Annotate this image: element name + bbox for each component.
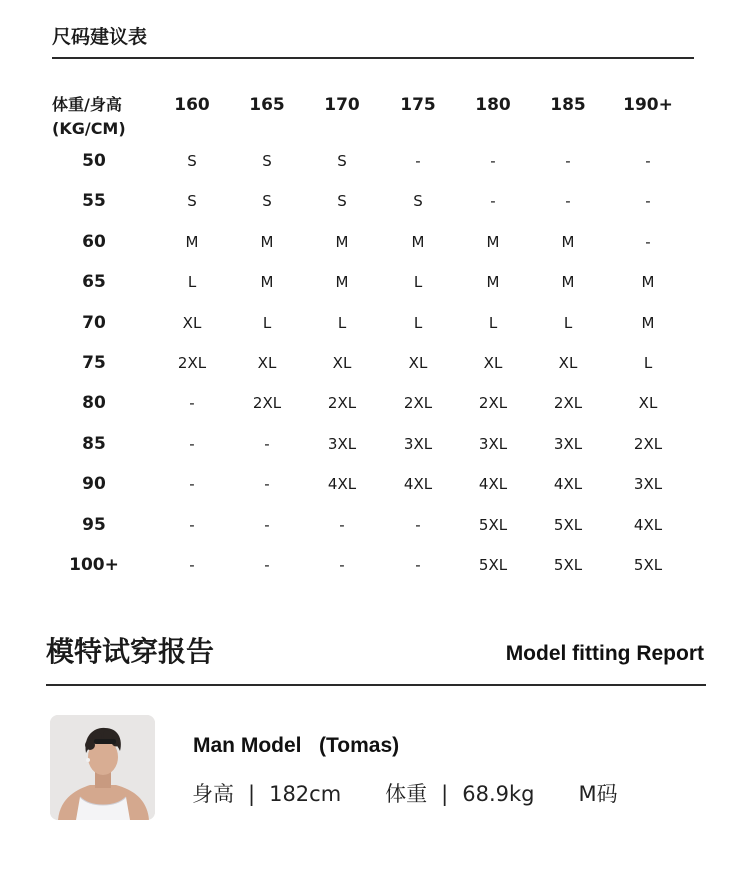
size-cell: - — [264, 434, 270, 453]
size-cell: - — [339, 556, 345, 574]
size-cell: 4XL — [633, 515, 663, 534]
size-cell: - — [189, 394, 195, 413]
weight-label: 50 — [82, 151, 106, 171]
size-cell: XL — [483, 354, 503, 372]
weight-label: 75 — [82, 353, 106, 373]
height-header: 185 — [550, 95, 586, 115]
size-cell: S — [337, 192, 347, 211]
model-name: Man Model (Tomas) — [193, 734, 400, 757]
weight-label: 80 — [82, 393, 106, 414]
size-cell: M — [260, 232, 274, 251]
table-corner-label — [52, 93, 126, 141]
height-label: 身高 — [192, 782, 234, 806]
corner-line-1: 体重/身高 — [52, 95, 122, 114]
size-label: M码 — [578, 782, 618, 806]
size-cell: M — [486, 232, 500, 251]
size-cell: - — [339, 515, 345, 534]
size-cell: 3XL — [478, 434, 508, 453]
size-cell: L — [563, 313, 573, 332]
size-cell: - — [415, 515, 421, 534]
size-cell: 2XL — [403, 394, 433, 413]
size-cell: 5XL — [553, 515, 583, 534]
size-cell: 5XL — [633, 556, 663, 574]
size-cell: - — [264, 515, 270, 534]
size-cell: M — [411, 232, 425, 251]
size-cell: L — [187, 273, 197, 292]
size-cell: 2XL — [252, 394, 282, 413]
size-cell: 4XL — [478, 475, 508, 494]
size-cell: M — [260, 273, 274, 292]
size-cell: - — [415, 152, 421, 170]
size-cell: 5XL — [478, 556, 508, 574]
weight-label: 100+ — [69, 555, 119, 575]
size-cell: - — [415, 556, 421, 574]
height-header: 165 — [249, 95, 285, 115]
size-cell: - — [264, 475, 270, 494]
size-cell: - — [565, 192, 571, 211]
size-cell: L — [488, 313, 498, 332]
size-cell: 4XL — [553, 475, 583, 494]
height-header: 170 — [324, 95, 360, 115]
size-cell: L — [337, 313, 347, 332]
weight-label: 55 — [82, 191, 106, 212]
section-title: 尺码建议表 — [52, 26, 148, 48]
height-header: 160 — [174, 95, 210, 115]
size-cell: - — [565, 152, 571, 170]
size-cell: XL — [257, 354, 277, 372]
size-cell: - — [645, 192, 651, 211]
size-cell: 3XL — [327, 434, 357, 453]
size-cell: - — [645, 152, 651, 170]
size-cell: - — [490, 152, 496, 170]
size-cell: S — [262, 192, 272, 211]
size-cell: M — [641, 273, 655, 292]
size-cell: M — [641, 313, 655, 332]
size-cell: 4XL — [327, 475, 357, 494]
size-cell: S — [187, 192, 197, 211]
weight-label: 70 — [82, 312, 106, 333]
model-stats — [192, 778, 618, 808]
size-cell: 3XL — [633, 475, 663, 494]
height-separator: | — [248, 782, 256, 806]
size-cell: M — [486, 273, 500, 292]
height-header: 190+ — [623, 95, 673, 115]
size-cell: XL — [182, 313, 202, 332]
weight-label: 65 — [82, 272, 106, 293]
size-cell: 5XL — [478, 515, 508, 534]
weight-separator: | — [441, 782, 449, 806]
size-cell: 2XL — [633, 434, 663, 453]
corner-line-2: (KG/CM) — [52, 119, 126, 138]
weight-value: 68.9kg — [462, 782, 535, 806]
height-value: 182cm — [269, 782, 342, 806]
report-divider — [46, 684, 706, 686]
report-title-english: Model fitting Report — [505, 642, 704, 665]
size-cell: - — [189, 556, 195, 574]
size-cell: M — [335, 232, 349, 251]
model-avatar — [50, 715, 155, 820]
size-cell: M — [185, 232, 199, 251]
size-cell: - — [264, 556, 270, 574]
size-cell: - — [189, 515, 195, 534]
size-cell: 3XL — [403, 434, 433, 453]
size-cell: XL — [558, 354, 578, 372]
size-cell: 2XL — [553, 394, 583, 413]
weight-label: 90 — [82, 474, 106, 495]
size-cell: 5XL — [553, 556, 583, 574]
size-cell: - — [189, 434, 195, 453]
size-cell: S — [262, 152, 272, 170]
model-photo-illustration — [50, 715, 155, 820]
size-cell: XL — [408, 354, 428, 372]
size-cell: M — [335, 273, 349, 292]
size-cell: 3XL — [553, 434, 583, 453]
size-cell: - — [490, 192, 496, 211]
size-cell: 2XL — [478, 394, 508, 413]
weight-label: 60 — [82, 231, 106, 252]
size-cell: S — [413, 192, 423, 211]
size-cell: L — [643, 354, 653, 372]
size-cell: XL — [332, 354, 352, 372]
size-cell: S — [187, 152, 197, 170]
size-cell: 2XL — [177, 354, 207, 372]
size-cell: - — [645, 232, 651, 251]
weight-label: 体重 — [385, 782, 428, 806]
size-cell: - — [189, 475, 195, 494]
size-cell: L — [413, 273, 423, 292]
size-cell: L — [262, 313, 272, 332]
report-title: 模特试穿报告 — [46, 635, 215, 668]
size-cell: M — [561, 273, 575, 292]
size-cell: 4XL — [403, 475, 433, 494]
size-cell: M — [561, 232, 575, 251]
height-header: 175 — [400, 95, 436, 115]
size-cell: L — [413, 313, 423, 332]
size-cell: 2XL — [327, 394, 357, 413]
height-header: 180 — [475, 95, 511, 115]
size-cell: XL — [638, 394, 658, 413]
weight-label: 95 — [82, 514, 106, 535]
size-cell: S — [337, 152, 347, 170]
weight-label: 85 — [82, 433, 106, 454]
